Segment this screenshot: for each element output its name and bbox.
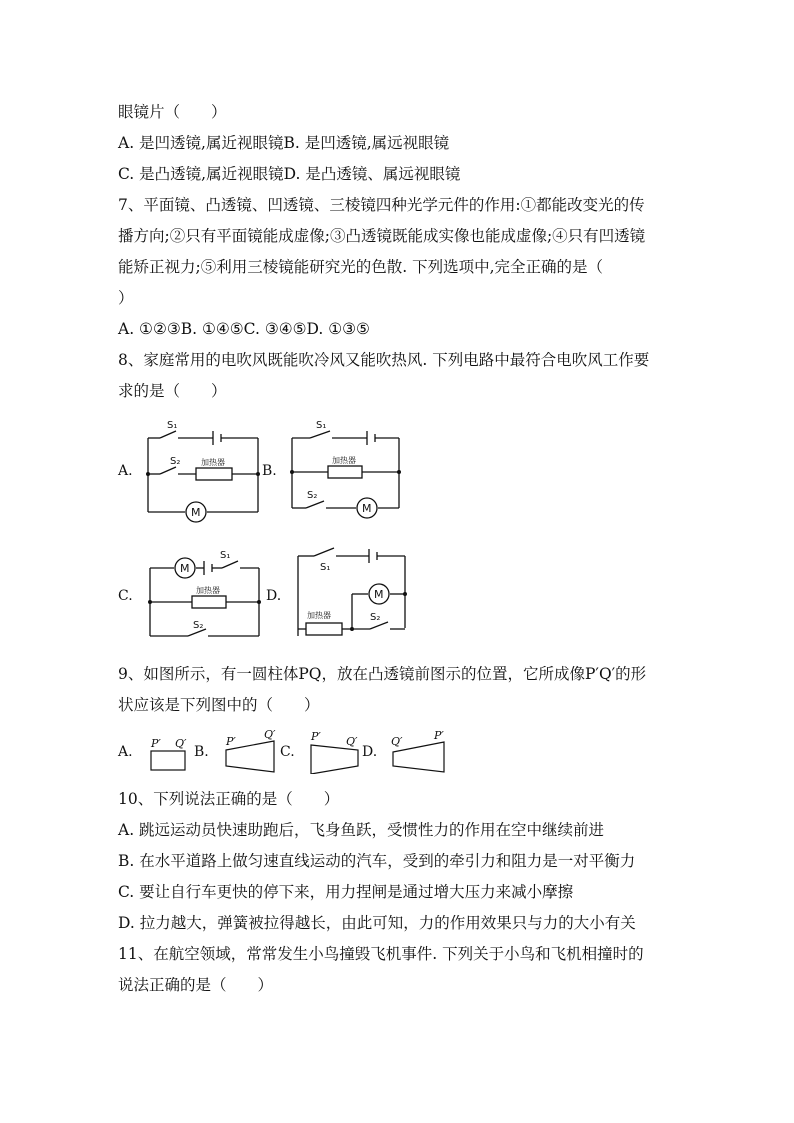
switch-label: S₁ [316, 420, 327, 431]
heater-label: 加热器 [307, 611, 331, 620]
motor-label: M [191, 506, 201, 519]
heater-label: 加热器 [196, 586, 220, 595]
question-11: 11、在航空领域，常常发生小鸟撞毁飞机事件. 下列关于小鸟和飞机相撞时的 [118, 945, 644, 963]
option-line: C. 要让自行车更快的停下来，用力捏闸是通过增大压力来减小摩擦 [118, 883, 574, 901]
motor-label: M [180, 562, 190, 575]
circuit-d [298, 548, 405, 636]
switch-label: S₂ [307, 490, 318, 501]
q-label: Q′ [391, 735, 403, 748]
shape-option-c: C. [280, 744, 295, 760]
text-line: 播方向;②只有平面镜能成虚像;③凸透镜既能成实像也能成虚像;④只有凹透镜 [118, 227, 646, 245]
switch-label: S₁ [167, 420, 178, 431]
p-label: P′ [151, 737, 161, 750]
circuit-c [150, 558, 259, 636]
question-8: 8、家庭常用的电吹风既能吹冷风又能吹热风. 下列电路中最符合电吹风工作要 [118, 351, 650, 369]
text-line: 状应该是下列图中的（ ） [118, 696, 320, 714]
circuit-option-a: A. [118, 463, 133, 479]
option-line: A. 跳远运动员快速助跑后，飞身鱼跃，受惯性力的作用在空中继续前进 [118, 821, 605, 839]
circuit-option-d: D. [266, 588, 282, 604]
motor-label: M [362, 502, 372, 515]
text-line: 说法正确的是（ ） [118, 976, 274, 994]
p-label: P′ [311, 730, 321, 743]
circuit-diagrams [110, 410, 410, 650]
text-line: 眼镜片（ ） [118, 103, 227, 121]
shape-option-b: B. [194, 744, 209, 760]
heater-label: 加热器 [332, 456, 356, 465]
switch-label: S₂ [370, 612, 381, 623]
image-shape-options [140, 724, 460, 774]
question-7: 7、平面镜、凸透镜、凹透镜、三棱镜四种光学元件的作用:①都能改变光的传 [118, 196, 645, 214]
q-label: Q′ [264, 728, 276, 741]
circuit-option-b: B. [262, 463, 277, 479]
circuit-b [292, 431, 399, 518]
option-line: A. ①②③B. ①④⑤C. ③④⑤D. ①③⑤ [118, 320, 370, 338]
option-line: B. 在水平道路上做匀速直线运动的汽车，受到的牵引力和阻力是一对平衡力 [118, 852, 636, 870]
option-line: D. 拉力越大，弹簧被拉得越长，由此可知，力的作用效果只与力的大小有关 [118, 914, 636, 932]
shape-option-a: A. [118, 744, 133, 760]
text-line: ） [118, 289, 134, 307]
switch-label: S₂ [193, 620, 204, 631]
switch-label: S₁ [220, 550, 231, 561]
switch-label: S₂ [170, 456, 181, 467]
shape-option-d: D. [362, 744, 378, 760]
q-label: Q′ [175, 737, 187, 750]
option-line: A. 是凹透镜,属近视眼镜B. 是凹透镜,属远视眼镜 [118, 134, 450, 152]
option-line: C. 是凸透镜,属近视眼镜D. 是凸透镜、属远视眼镜 [118, 165, 461, 183]
circuit-a [148, 431, 258, 522]
text-line: 求的是（ ） [118, 382, 227, 400]
p-label: P′ [434, 729, 444, 742]
q-label: Q′ [346, 735, 358, 748]
shape-a [151, 751, 185, 770]
heater-label: 加热器 [201, 458, 225, 467]
shape-c [311, 745, 358, 774]
circuit-option-c: C. [118, 588, 133, 604]
switch-label: S₁ [320, 562, 331, 573]
question-9: 9、如图所示，有一圆柱体PQ，放在凸透镜前图示的位置，它所成像P′Q′的形 [118, 665, 647, 683]
p-label: P′ [226, 735, 236, 748]
question-10: 10、下列说法正确的是（ ） [118, 790, 340, 808]
motor-label: M [374, 588, 384, 601]
text-line: 能矫正视力;⑤利用三棱镜能研究光的色散. 下列选项中,完全正确的是（ [118, 258, 604, 276]
